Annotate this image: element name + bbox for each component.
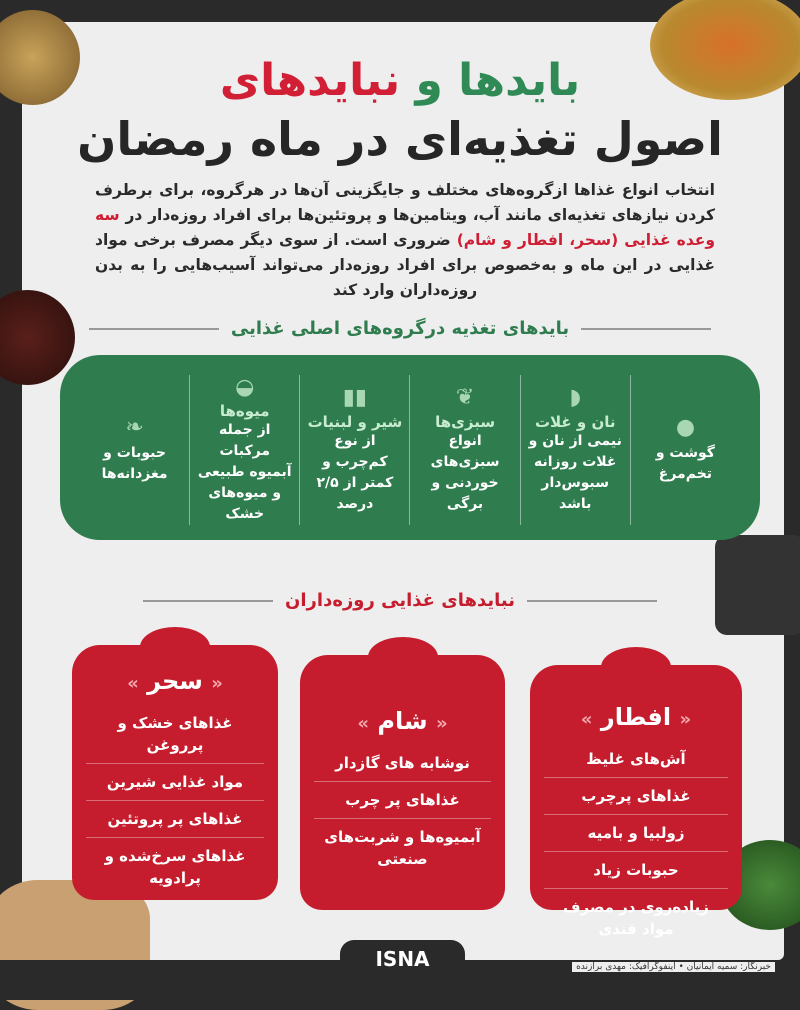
food-group-desc: از نوع کم‌چرب و کمتر از ۲/۵ درصد <box>316 433 394 512</box>
bread-icon: ◗ <box>569 385 582 410</box>
food-groups <box>60 375 760 525</box>
food-group-legumes <box>80 375 189 525</box>
food-group-title: شیر و لبنیات <box>307 413 403 431</box>
food-group-vegetables <box>409 375 519 525</box>
isna-logo: ISNA <box>340 940 465 976</box>
card-item: غذاهای پرچرب <box>544 778 728 815</box>
title-donts: نبایدهای <box>219 55 401 106</box>
food-group-title: نان و غلات <box>534 413 616 431</box>
title-line-1 <box>0 55 800 106</box>
meat-egg-icon: ● <box>675 415 696 440</box>
card-title: « سحر » <box>127 667 223 695</box>
card-iftar <box>530 665 742 938</box>
card-item: حبوبات زیاد <box>544 852 728 889</box>
card-title: « افطار » <box>580 703 692 731</box>
intro-text-1: انتخاب انواع غذاها ازگروه‌های مختلف و جایگزینی آن‌ها در هرگروه، برای برطرف کردن نیازهای تغذیه‌ای مانند آب، ویتامین‌ها و پروتئین‌ها برای افراد روزه‌دار در <box>95 181 715 224</box>
food-group-meat <box>630 375 740 525</box>
card-item: غذاهای پر پروتئین <box>86 801 264 838</box>
card-item: آش‌های غلیظ <box>544 741 728 778</box>
food-group-fruits <box>189 375 299 525</box>
food-group-desc: گوشت و تخم‌مرغ <box>655 445 715 482</box>
card-sahar <box>72 645 278 900</box>
card-item: غذاهای خشک و پرروغن <box>86 705 264 764</box>
food-group-desc: انواع سبزی‌های خوردنی و برگی <box>430 433 500 512</box>
donts-heading-row <box>0 590 800 611</box>
divider <box>89 328 219 330</box>
food-image-cheese <box>715 535 800 635</box>
card-item: نوشابه های گازدار <box>314 745 491 782</box>
food-group-desc: حبوبات و مغزدانه‌ها <box>101 445 168 482</box>
credits: خبرنگار: سمیه ایمانیان • اینفوگرافیک: مهدی برازنده <box>572 962 775 972</box>
card-title: « شام » <box>357 707 448 735</box>
divider <box>143 600 273 602</box>
dos-heading-row <box>0 318 800 339</box>
card-title-text: سحر <box>147 667 203 695</box>
food-group-desc: از جمله مرکبات آبمیوه طبیعی و میوه‌های خشک <box>197 422 292 522</box>
intro-text-2: ضروری است. از سوی دیگر مصرف برخی مواد غذایی در این ماه و به‌خصوص برای افراد روزه‌دار می‌تواند آسیب‌هایی را به بدن روزه‌داران وارد کند <box>95 231 715 299</box>
dos-heading: بایدهای تغذیه درگروه‌های اصلی غذایی <box>230 318 570 339</box>
card-item: مواد غذایی شیرین <box>86 764 264 801</box>
legumes-nuts-icon: ❧ <box>125 415 144 440</box>
divider <box>581 328 711 330</box>
card-item: آبمیوه‌ها و شربت‌های صنعتی <box>324 828 481 868</box>
intro-paragraph <box>95 178 715 303</box>
fruit-bowl-icon: ◒ <box>235 375 255 400</box>
food-group-title: سبزی‌ها <box>435 413 496 431</box>
card-item: زولبیا و بامیه <box>544 815 728 852</box>
intro-highlight: سه وعده غذایی (سحر، افطار و شام) <box>95 206 715 249</box>
card-item: غذاهای سرخ‌شده و پرادویه <box>104 847 246 887</box>
title-dos: بایدها <box>458 55 581 106</box>
herbs-icon: ❦ <box>455 385 475 410</box>
card-item: غذاهای پر چرب <box>314 782 491 819</box>
title-and: و <box>415 55 443 106</box>
food-group-dairy <box>299 375 409 525</box>
card-dinner <box>300 655 505 910</box>
milk-icon: ▮▮ <box>342 385 368 410</box>
card-title-text: شام <box>377 707 428 735</box>
card-title-text: افطار <box>600 703 672 731</box>
divider <box>527 600 657 602</box>
food-group-title: میوه‌ها <box>219 402 270 420</box>
food-group-bread <box>520 375 630 525</box>
card-item: زیاده‌روی در مصرف مواد قندی <box>563 898 709 938</box>
food-group-desc: نیمی از نان و غلات روزانه سبوس‌دار باشد <box>528 433 622 512</box>
donts-heading: نبایدهای غذایی روزه‌داران <box>285 590 515 611</box>
title-line-2: اصول تغذیه‌ای در ماه رمضان <box>77 112 723 166</box>
